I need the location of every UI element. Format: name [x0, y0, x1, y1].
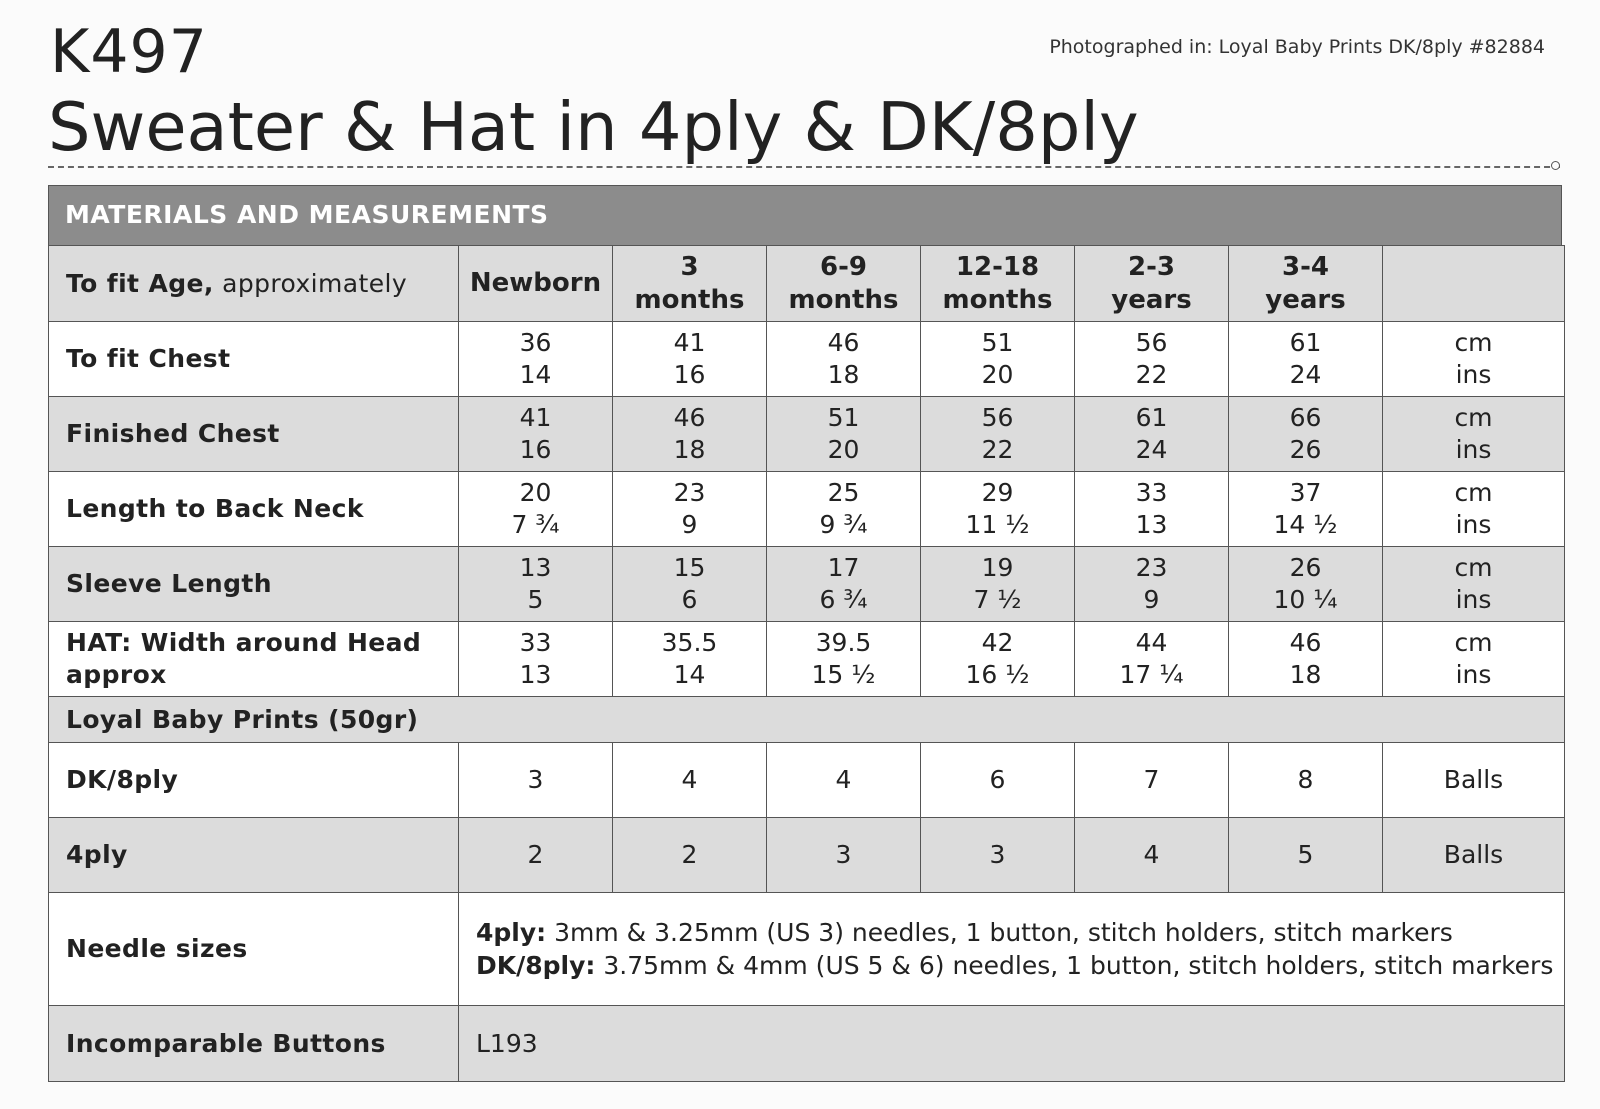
value-cell: 23 9: [613, 472, 767, 547]
age-col-2-3y: 2-3 years: [1075, 246, 1229, 322]
value-cell: 20 7 ¾: [459, 472, 613, 547]
value-cell: 25 9 ¾: [767, 472, 921, 547]
unit-cell: Balls: [1383, 743, 1565, 818]
buttons-value: L193: [459, 1006, 1565, 1082]
age-col-newborn: Newborn: [459, 246, 613, 322]
balls-cell: 2: [459, 818, 613, 893]
value-cell: 51 20: [767, 397, 921, 472]
row-label: Needle sizes: [49, 893, 459, 1006]
value-cell: 46 18: [613, 397, 767, 472]
needle-row: [49, 893, 1565, 1006]
value-cell: 56 22: [1075, 322, 1229, 397]
unit-cell: cm ins: [1383, 472, 1565, 547]
balls-cell: 3: [459, 743, 613, 818]
unit-cell: cm ins: [1383, 547, 1565, 622]
value-cell: 13 5: [459, 547, 613, 622]
yarn-header-row: [49, 697, 1565, 743]
age-col-3m: 3 months: [613, 246, 767, 322]
value-cell: 41 16: [459, 397, 613, 472]
age-unit-empty: [1383, 246, 1565, 322]
age-col-12-18m: 12-18 months: [921, 246, 1075, 322]
age-col-3-4y: 3-4 years: [1229, 246, 1383, 322]
value-cell: 23 9: [1075, 547, 1229, 622]
row-label: DK/8ply: [49, 743, 459, 818]
measurement-row-finished-chest: [49, 397, 1565, 472]
balls-cell: 6: [921, 743, 1075, 818]
row-label: Finished Chest: [49, 397, 459, 472]
row-label: Sleeve Length: [49, 547, 459, 622]
yarn-header: Loyal Baby Prints (50gr): [49, 697, 1565, 743]
section-header-text: MATERIALS AND MEASUREMENTS: [65, 200, 549, 229]
row-label: Length to Back Neck: [49, 472, 459, 547]
unit-cell: Balls: [1383, 818, 1565, 893]
measurement-row-sleeve-length: [49, 547, 1565, 622]
row-label: 4ply: [49, 818, 459, 893]
row-label: Incomparable Buttons: [49, 1006, 459, 1082]
measurement-row-hat-width: [49, 622, 1565, 697]
buttons-row: [49, 1006, 1565, 1082]
value-cell: 51 20: [921, 322, 1075, 397]
dashed-divider: [48, 166, 1560, 168]
materials-table: [48, 245, 1565, 1082]
balls-cell: 5: [1229, 818, 1383, 893]
value-cell: 33 13: [1075, 472, 1229, 547]
value-cell: 36 14: [459, 322, 613, 397]
unit-cell: cm ins: [1383, 622, 1565, 697]
value-cell: 44 17 ¼: [1075, 622, 1229, 697]
divider-end-dot: [1551, 161, 1560, 170]
value-cell: 17 6 ¾: [767, 547, 921, 622]
measurement-row-chest: [49, 322, 1565, 397]
balls-cell: 8: [1229, 743, 1383, 818]
age-label: To fit Age, approximately: [49, 246, 459, 322]
unit-cell: cm ins: [1383, 322, 1565, 397]
value-cell: 66 26: [1229, 397, 1383, 472]
unit-cell: cm ins: [1383, 397, 1565, 472]
row-label: To fit Chest: [49, 322, 459, 397]
value-cell: 15 6: [613, 547, 767, 622]
photographed-in-note: Photographed in: Loyal Baby Prints DK/8ply #82884: [1049, 36, 1545, 58]
value-cell: 61 24: [1075, 397, 1229, 472]
value-cell: 46 18: [767, 322, 921, 397]
age-row: [49, 246, 1565, 322]
value-cell: 46 18: [1229, 622, 1383, 697]
value-cell: 33 13: [459, 622, 613, 697]
balls-cell: 7: [1075, 743, 1229, 818]
age-col-6-9m: 6-9 months: [767, 246, 921, 322]
pattern-title: Sweater & Hat in 4ply & DK/8ply: [48, 88, 1139, 166]
value-cell: 41 16: [613, 322, 767, 397]
value-cell: 26 10 ¼: [1229, 547, 1383, 622]
value-cell: 29 11 ½: [921, 472, 1075, 547]
measurement-row-length-back-neck: [49, 472, 1565, 547]
yarn-row-dk: [49, 743, 1565, 818]
balls-cell: 3: [767, 818, 921, 893]
section-header: [48, 185, 1562, 245]
balls-cell: 4: [767, 743, 921, 818]
value-cell: 19 7 ½: [921, 547, 1075, 622]
pattern-code: K497: [50, 17, 208, 87]
value-cell: 37 14 ½: [1229, 472, 1383, 547]
balls-cell: 4: [613, 743, 767, 818]
balls-cell: 2: [613, 818, 767, 893]
value-cell: 56 22: [921, 397, 1075, 472]
value-cell: 35.5 14: [613, 622, 767, 697]
balls-cell: 4: [1075, 818, 1229, 893]
value-cell: 39.5 15 ½: [767, 622, 921, 697]
yarn-row-4ply: [49, 818, 1565, 893]
row-label: HAT: Width around Head approx: [49, 622, 459, 697]
balls-cell: 3: [921, 818, 1075, 893]
value-cell: 61 24: [1229, 322, 1383, 397]
value-cell: 42 16 ½: [921, 622, 1075, 697]
needle-details: 4ply: 3mm & 3.25mm (US 3) needles, 1 button, stitch holders, stitch markers DK/8ply: 3.75mm & 4mm (US 5 & 6) needles, 1 button, stitch holders, stitch markers: [459, 893, 1565, 1006]
